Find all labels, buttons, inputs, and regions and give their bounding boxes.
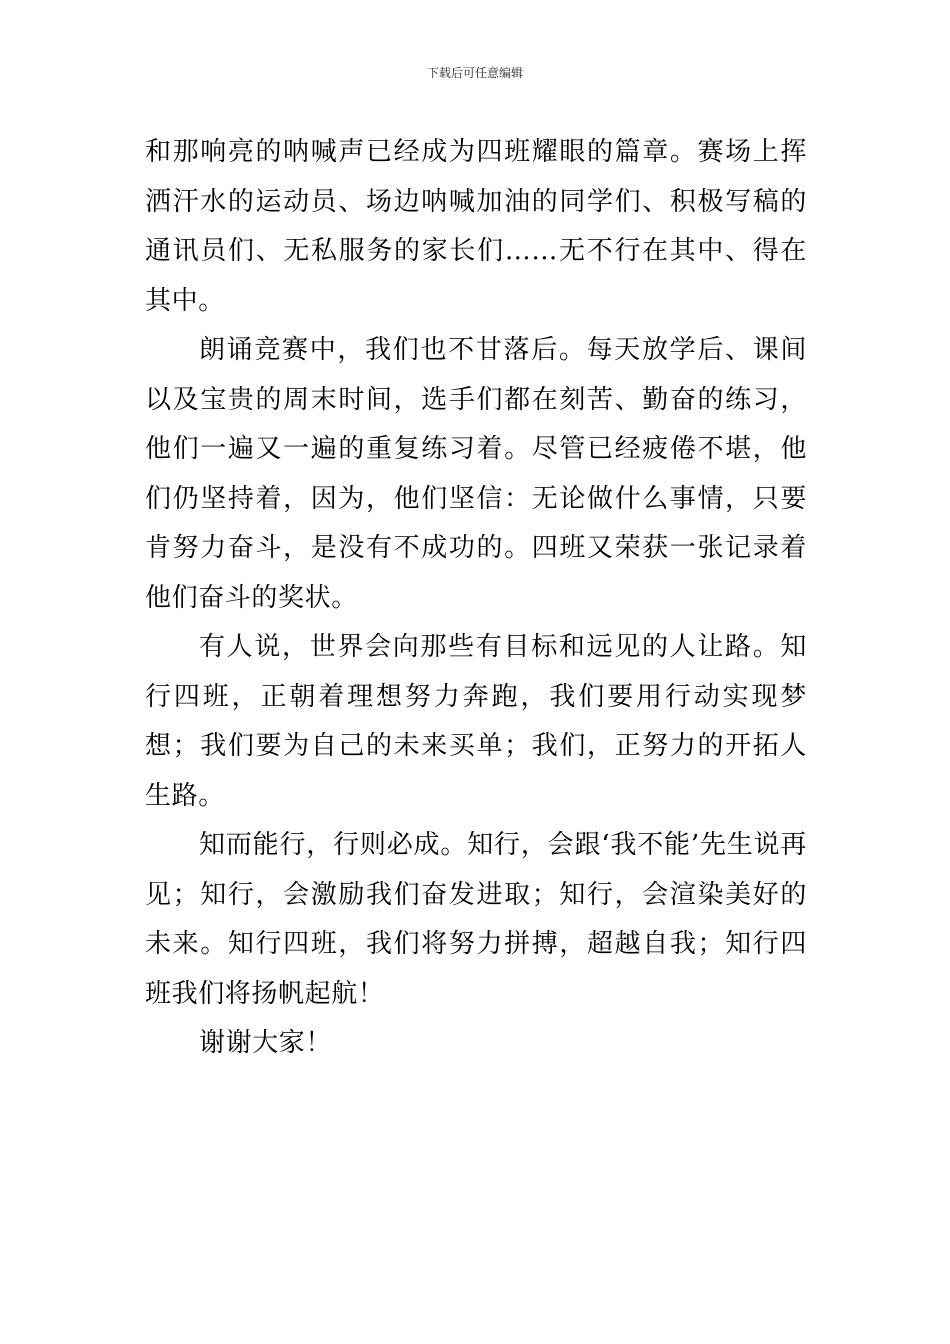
page-header-note: 下载后可任意编辑 <box>426 66 523 80</box>
paragraph-4: 知而能行，行则必成。知行，会跟‘我不能’先生说再见；知行，会激励我们奋发进取；知行，会渲染美好的未来。知行四班，我们将努力拼搏，超越自我；知行四班我们将扬帆起航！ <box>145 830 807 1009</box>
document-body <box>145 128 807 1069</box>
paragraph-closing: 谢谢大家！ <box>199 1028 333 1058</box>
paragraph-3: 有人说，世界会向那些有目标和远见的人让路。知行四班，正朝着理想努力奔跑，我们要用行动实现梦想；我们要为自己的未来买单；我们，正努力的开拓人生路。 <box>145 632 807 811</box>
paragraph-1: 和那响亮的呐喊声已经成为四班耀眼的篇章。赛场上挥洒汗水的运动员、场边呐喊加油的同学们、积极写稿的通讯员们、无私服务的家长们……无不行在其中、得在其中。 <box>145 137 807 316</box>
paragraph-2: 朗诵竞赛中，我们也不甘落后。每天放学后、课间以及宝贵的周末时间，选手们都在刻苦、勤奋的练习，他们一遍又一遍的重复练习着。尽管已经疲倦不堪，他们仍坚持着，因为，他们坚信：无论做什么事情，只要肯努力奋斗，是没有不成功的。四班又荣获一张记录着他们奋斗的奖状。 <box>145 335 807 613</box>
